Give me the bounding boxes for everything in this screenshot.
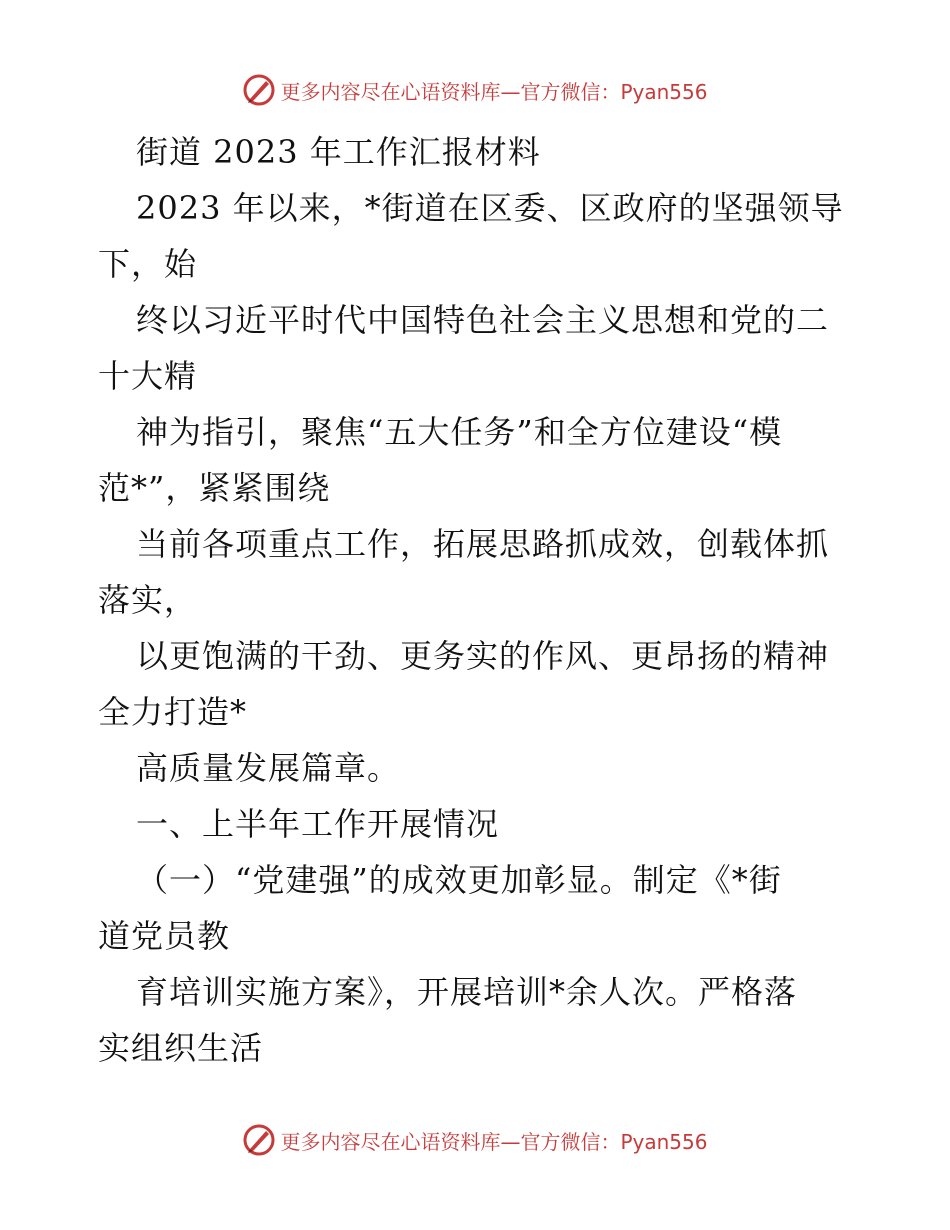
- quill-pen-logo-icon: [242, 73, 276, 107]
- section-heading: 一、上半年工作开展情况: [136, 805, 500, 843]
- paragraph-line: 道党员教: [98, 917, 231, 955]
- paragraph-line: 以更饱满的干劲、更务实的作风、更昂扬的精神: [136, 637, 830, 675]
- paragraph-line: 当前各项重点工作，拓展思路抓成效，创载体抓: [136, 525, 830, 563]
- paragraph-line: 下，始: [98, 245, 198, 283]
- paragraph-line: 范*”，紧紧围绕: [98, 469, 331, 507]
- paragraph-line: 高质量发展篇章。: [136, 749, 401, 787]
- document-title: 街道 2023 年工作汇报材料: [136, 133, 541, 171]
- paragraph-line: 落实，: [98, 581, 198, 619]
- quill-pen-logo-icon: [242, 1123, 276, 1157]
- paragraph-line: 实组织生活: [98, 1029, 264, 1067]
- watermark-text-bottom: 更多内容尽在心语资料库—官方微信：Pyan556: [280, 1129, 708, 1154]
- paragraph-line: 终以习近平时代中国特色社会主义思想和党的二: [136, 301, 830, 339]
- paragraph-line: 育培训实施方案》，开展培训*余人次。严格落: [136, 973, 798, 1011]
- watermark-banner-bottom: [0, 1120, 950, 1160]
- watermark-banner-top: [0, 70, 950, 110]
- watermark-text-top: 更多内容尽在心语资料库—官方微信：Pyan556: [280, 79, 708, 104]
- paragraph-line: 神为指引，聚焦“五大任务”和全方位建设“模: [136, 413, 783, 451]
- document-body: [98, 124, 858, 1076]
- paragraph-line: 十大精: [98, 357, 198, 395]
- paragraph-line: 2023 年以来，*街道在区委、区政府的坚强领导: [136, 189, 844, 227]
- paragraph-line: 全力打造*: [98, 693, 248, 731]
- paragraph-line: （一）“党建强”的成效更加彰显。制定《*街: [136, 861, 782, 899]
